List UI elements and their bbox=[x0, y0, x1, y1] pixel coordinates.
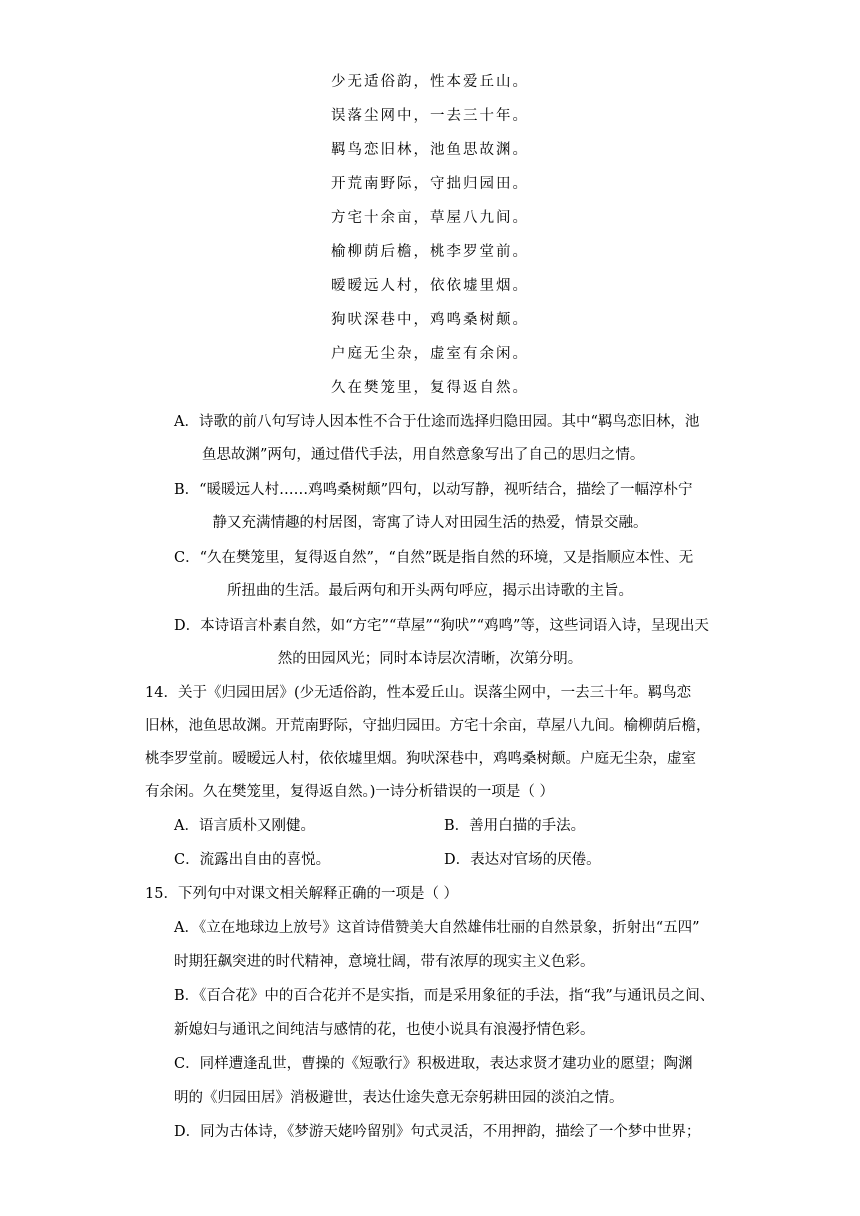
q13-option-b-line1: B．“暖暖远人村……鸡鸣桑树颠”四句，以动写静，视听结合，描绘了一幅淳朴宁 bbox=[174, 482, 693, 498]
q15-option-c-line1: C．同样遭逢乱世，曹操的《短歌行》积极进取，表达求贤才建功业的愿望；陶渊 bbox=[174, 1056, 693, 1072]
q15-option-a-line2: 时期狂飙突进的时代精神，意境壮阔，带有浓厚的现实主义色彩。 bbox=[174, 954, 595, 970]
q14-option-d: D．表达对官场的厌倦。 bbox=[444, 852, 601, 868]
poem-line: 羁鸟恋旧林，池鱼思故渊。 bbox=[331, 142, 529, 158]
poem-line: 户庭无尘杂，虚室有余闲。 bbox=[331, 346, 529, 362]
poem-line: 方宅十余亩，草屋八九间。 bbox=[331, 210, 529, 226]
poem-line: 少无适俗韵，性本爱丘山。 bbox=[331, 74, 529, 90]
q14-option-b: B．善用白描的手法。 bbox=[444, 818, 586, 834]
q13-option-a-line1: A．诗歌的前八句写诗人因本性不合于仕途而选择归隐田园。其中“羁鸟恋旧林，池 bbox=[174, 414, 700, 430]
q14-stem-line1: 14．关于《归园田居》(少无适俗韵，性本爱丘山。误落尘网中，一去三十年。羁鸟恋 bbox=[145, 685, 692, 701]
q14-stem-line2: 旧林，池鱼思故渊。开荒南野际，守拙归园田。方宅十余亩，草屋八九间。榆柳荫后檐， bbox=[145, 718, 711, 734]
poem-line: 狗吠深巷中，鸡鸣桑树颠。 bbox=[331, 312, 529, 328]
q15-option-a-line1: A．《立在地球边上放号》这首诗借赞美大自然雄伟壮丽的自然景象，折射出“五四” bbox=[174, 920, 700, 936]
q14-option-c: C．流露出自由的喜悦。 bbox=[174, 852, 331, 868]
q13-option-a-line2: 鱼思故渊”两句，通过借代手法，用自然意象写出了自己的思归之情。 bbox=[202, 447, 645, 463]
q13-option-c-line2: 所扭曲的生活。最后两句和开头两句呼应，揭示出诗歌的主旨。 bbox=[227, 583, 633, 599]
poem-line: 误落尘网中，一去三十年。 bbox=[331, 108, 529, 124]
poem-line: 开荒南野际，守拙归园田。 bbox=[331, 176, 529, 192]
q13-option-c-line1: C．“久在樊笼里，复得返自然”，“自然”既是指自然的环境，又是指顺应本性、无 bbox=[174, 550, 694, 566]
q13-option-d-line2: 然的田园风光；同时本诗层次清晰，次第分明。 bbox=[277, 651, 583, 667]
q15-stem: 15．下列句中对课文相关解释正确的一项是（ ） bbox=[145, 886, 459, 902]
q14-stem-line3: 桃李罗堂前。暧暧远人村，依依墟里烟。狗吠深巷中，鸡鸣桑树颠。户庭无尘杂，虚室 bbox=[145, 751, 696, 767]
q13-option-b-line2: 静又充满情趣的村居图，寄寓了诗人对田园生活的热爱，情景交融。 bbox=[212, 515, 648, 531]
q15-option-b-line1: B．《百合花》中的百合花并不是实指，而是采用象征的手法，指“我”与通讯员之间、 bbox=[174, 988, 715, 1004]
q15-option-c-line2: 明的《归园田居》消极避世，表达仕途失意无奈躬耕田园的淡泊之情。 bbox=[174, 1090, 624, 1106]
poem-block bbox=[0, 70, 860, 410]
q14-stem-line4: 有余闲。久在樊笼里，复得返自然。)一诗分析错误的一项是（ ） bbox=[145, 784, 555, 800]
poem-line: 榆柳荫后檐，桃李罗堂前。 bbox=[331, 244, 529, 260]
poem-line: 暧暧远人村，依依墟里烟。 bbox=[331, 278, 529, 294]
q13-option-d-line1: D．本诗语言朴素自然，如“方宅”“草屋”“狗吠”“鸡鸣”等，这些词语入诗，呈现出天 bbox=[174, 618, 709, 634]
q15-option-b-line2: 新媳妇与通讯之间纯洁与感情的花，也使小说具有浪漫抒情色彩。 bbox=[174, 1022, 595, 1038]
q15-option-d-line1: D．同为古体诗，《梦游天姥吟留别》句式灵活，不用押韵，描绘了一个梦中世界； bbox=[174, 1124, 701, 1140]
poem-line: 久在樊笼里，复得返自然。 bbox=[331, 380, 529, 396]
q14-option-a: A．语言质朴又刚健。 bbox=[174, 818, 315, 834]
